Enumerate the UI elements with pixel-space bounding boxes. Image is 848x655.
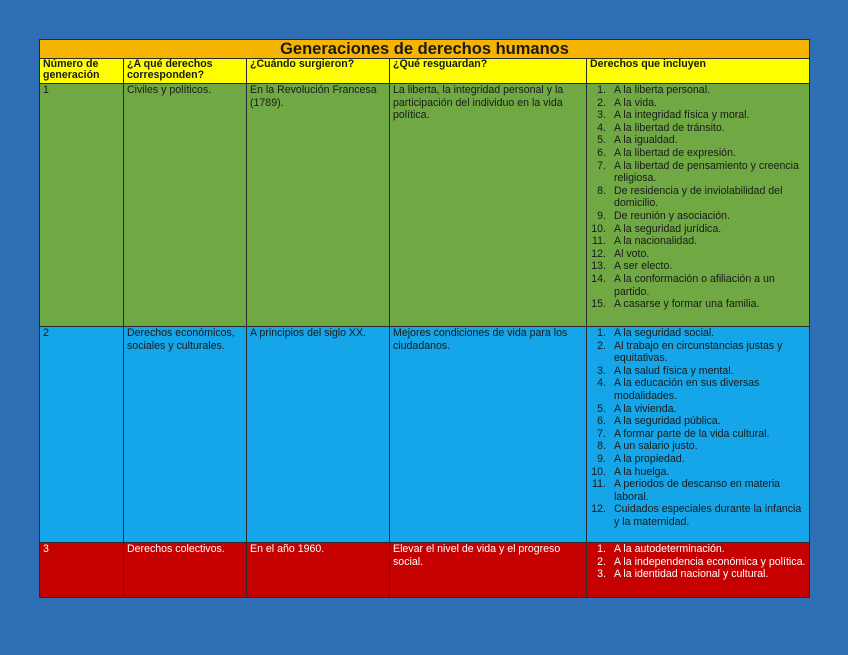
rights-type: Derechos colectivos. (124, 543, 247, 598)
list-item: A la seguridad social. (614, 327, 715, 339)
header-row (40, 59, 810, 84)
rights-list (590, 327, 806, 529)
table-row (40, 327, 810, 543)
list-item: A la liberta personal. (614, 84, 710, 96)
rights-type: Derechos económicos, sociales y culturales. (124, 327, 247, 543)
list-item: De reunión y asociación. (614, 209, 731, 222)
what-protects: La liberta, la integridad personal y la participación del individuo en la vida política. (390, 84, 587, 327)
list-item: A la libertad de tránsito. (614, 121, 725, 134)
list-item: A la vivienda. (614, 402, 677, 415)
when-emerged: A principios del siglo XX. (247, 327, 390, 543)
generation-number: 3 (40, 543, 124, 598)
list-item: A periodos de descanso en materia laboral. (614, 478, 781, 503)
generation-number: 2 (40, 327, 124, 543)
rights-table (39, 39, 810, 598)
list-item: A la independencia económica y política. (614, 555, 806, 568)
header-generation-number: Número de generación (40, 59, 124, 84)
list-item: A la salud física y mental. (614, 364, 734, 377)
list-item: A la propiedad. (614, 452, 685, 465)
table-row (40, 543, 810, 598)
rights-type: Civiles y políticos. (124, 84, 247, 327)
when-emerged: En la Revolución Francesa (1789). (247, 84, 390, 327)
list-item: De residencia y de inviolabilidad del domicilio. (614, 184, 783, 210)
list-item: A la libertad de pensamiento y creencia religiosa. (614, 159, 799, 185)
list-item: A ser electo. (614, 260, 673, 273)
list-item: A formar parte de la vida cultural. (614, 427, 770, 440)
rights-list-cell (587, 327, 810, 543)
what-protects: Elevar el nivel de vida y el progreso social. (390, 543, 587, 598)
list-item: A la nacionalidad. (614, 235, 698, 248)
list-item: A la autodeterminación. (614, 543, 725, 555)
header-protects: ¿Qué resguardan? (390, 59, 587, 84)
list-item: A un salario justo. (614, 440, 698, 453)
list-item: A la educación en sus diversas modalidades. (614, 377, 760, 402)
rights-list-cell (587, 84, 810, 327)
rights-list-cell (587, 543, 810, 598)
rights-list (590, 543, 806, 581)
list-item: A la huelga. (614, 465, 670, 478)
list-item: A la seguridad jurídica. (614, 222, 722, 235)
header-when: ¿Cuándo surgieron? (247, 59, 390, 84)
rights-table-page (39, 39, 809, 598)
when-emerged: En el año 1960. (247, 543, 390, 598)
list-item: A la igualdad. (614, 134, 678, 147)
generation-number: 1 (40, 84, 124, 327)
list-item: A la libertad de expresión. (614, 146, 736, 159)
list-item: Cuidados especiales durante la infancia y la maternidad. (614, 503, 802, 528)
table-title: Generaciones de derechos humanos (40, 40, 810, 59)
table-row (40, 84, 810, 327)
list-item: A la seguridad pública. (614, 415, 721, 428)
header-rights-type: ¿A qué derechos corresponden? (124, 59, 247, 84)
list-item: Al trabajo en circunstancias justas y equitativas. (614, 339, 783, 365)
header-rights-included: Derechos que incluyen (587, 59, 810, 84)
list-item: A casarse y formar una familia. (614, 298, 760, 311)
list-item: A la identidad nacional y cultural. (614, 568, 769, 581)
what-protects: Mejores condiciones de vida para los ciudadanos. (390, 327, 587, 543)
rights-list (590, 84, 806, 311)
list-item: A la conformación o afiliación a un partido. (614, 272, 775, 298)
list-item: A la vida. (614, 96, 657, 109)
list-item: A la integridad física y moral. (614, 109, 750, 122)
list-item: Al voto. (614, 247, 650, 260)
